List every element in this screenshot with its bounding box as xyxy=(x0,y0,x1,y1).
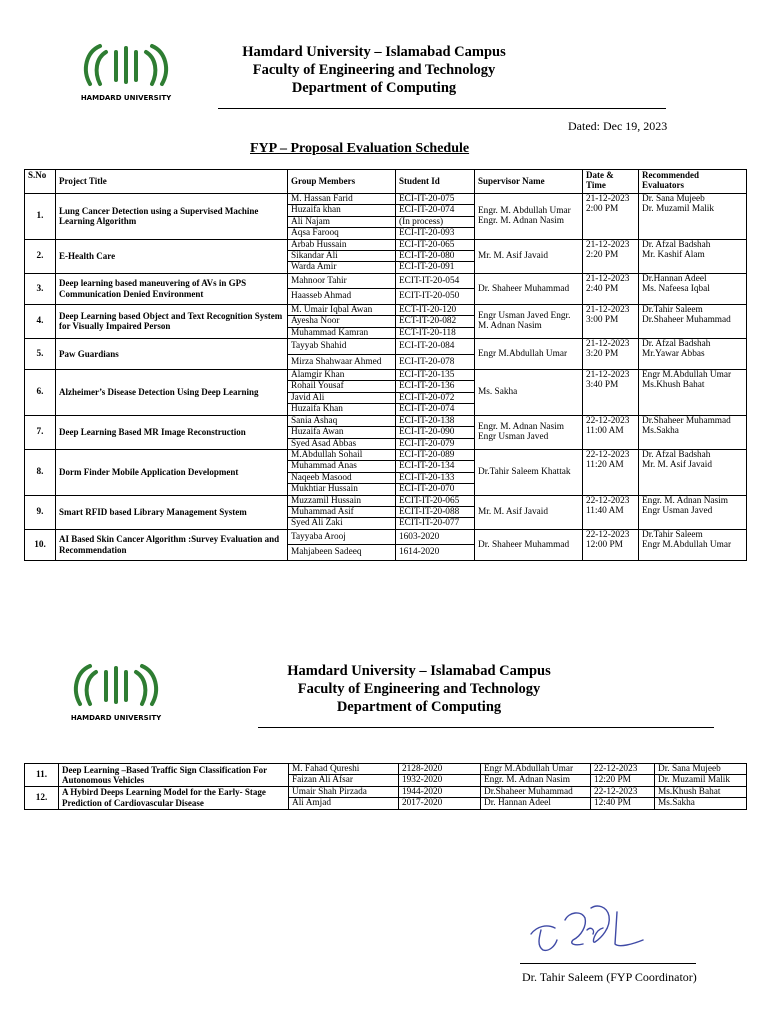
group-member: Ali Amjad xyxy=(289,798,399,809)
page-title: FYP – Proposal Evaluation Schedule xyxy=(250,141,470,156)
student-id: ECI-IT-20-138 xyxy=(396,415,475,426)
eval-time: 3:40 PM xyxy=(586,380,619,391)
date-time xyxy=(583,194,639,240)
project-title: Deep Learning based Object and Text Recognition System for Visually Impaired Person xyxy=(56,304,288,338)
evaluator-name: Engr Usman Javed xyxy=(642,505,713,516)
evaluator-name: Dr.Tahir Saleem xyxy=(642,304,703,315)
group-member: Alamgir Khan xyxy=(288,370,396,381)
serial-number: 1. xyxy=(25,194,56,240)
group-member: Mirza Shahwaar Ahmed xyxy=(288,354,396,370)
department-name: Department of Computing xyxy=(336,699,502,715)
recommended-evaluators xyxy=(639,449,747,495)
eval-date: 22-12-2023 xyxy=(586,529,630,540)
eval-date: 22-12-2023 xyxy=(591,764,655,775)
evaluator-name: Mr.Yawar Abbas xyxy=(642,349,705,360)
group-member: Aqsa Farooq xyxy=(288,228,396,239)
header-block xyxy=(200,43,548,97)
serial-number: 12. xyxy=(25,786,59,809)
project-title: Dorm Finder Mobile Application Development xyxy=(56,449,288,495)
date-time xyxy=(583,304,639,338)
group-member: Umair Shah Pirzada xyxy=(289,786,399,797)
col-header: S.No xyxy=(25,170,56,194)
group-member: Haasseb Ahmad xyxy=(288,289,396,305)
table-row xyxy=(25,449,747,460)
eval-date: 21-12-2023 xyxy=(586,370,630,381)
date-time xyxy=(583,370,639,416)
date-time xyxy=(583,415,639,449)
date-time xyxy=(583,495,639,529)
supervisor-name: Engr. M. Adnan Nasim Engr Usman Javed xyxy=(475,415,583,449)
eval-time: 11:00 AM xyxy=(586,426,624,437)
student-id: 1614-2020 xyxy=(396,545,475,561)
recommended-evaluators xyxy=(639,339,747,370)
supervisor-name: Dr.Shaheer Muhammad xyxy=(481,786,591,797)
evaluator-name: Engr M.Abdullah Umar xyxy=(642,370,732,381)
serial-number: 3. xyxy=(25,273,56,304)
student-id: ECI-IT-20-070 xyxy=(396,484,475,495)
eval-time: 11:40 AM xyxy=(586,505,624,516)
group-member: Muhammad Kamran xyxy=(288,327,396,338)
student-id: ECI-IT-20-135 xyxy=(396,370,475,381)
project-title: Paw Guardians xyxy=(56,339,288,370)
university-name: Hamdard University – Islamabad Campus xyxy=(287,663,551,679)
supervisor-name: Engr. M. Abdullah Umar Engr. M. Adnan Nasim xyxy=(475,194,583,240)
group-member: Mahjabeen Sadeeq xyxy=(288,545,396,561)
evaluator-name: Dr. Muzamil Malik xyxy=(642,204,715,215)
eval-date: 22-12-2023 xyxy=(586,449,630,460)
evaluator-name: Ms.Khush Bahat xyxy=(642,380,705,391)
table-row xyxy=(25,786,747,797)
date-time xyxy=(583,273,639,304)
project-title: Deep Learning Based MR Image Reconstruction xyxy=(56,415,288,449)
group-member: Faizan Ali Afsar xyxy=(289,775,399,786)
student-id: ECI-IT-20-090 xyxy=(396,427,475,438)
supervisor-name: Engr M.Abdullah Umar xyxy=(475,339,583,370)
col-header: Student Id xyxy=(396,170,475,194)
table-row xyxy=(25,304,747,315)
group-member: Huzaifa khan xyxy=(288,205,396,216)
eval-date: 21-12-2023 xyxy=(586,194,630,204)
evaluator-name: Engr. M. Adnan Nasim xyxy=(642,495,728,506)
eval-time: 3:20 PM xyxy=(586,349,619,360)
evaluator-name: Dr. Afzal Badshah xyxy=(642,449,711,460)
project-title: Deep learning based maneuvering of AVs in GPS Communication Denied Environment xyxy=(56,273,288,304)
recommended-evaluators xyxy=(639,304,747,338)
col-header: Project Title xyxy=(56,170,288,194)
faculty-name: Faculty of Engineering and Technology xyxy=(252,62,496,78)
evaluator-name: Dr. Afzal Badshah xyxy=(642,239,711,250)
student-id: (In process) xyxy=(396,216,475,227)
student-id: ECI-IT-20-065 xyxy=(396,239,475,250)
group-member: Ali Najam xyxy=(288,216,396,227)
group-member: Tayyab Shahid xyxy=(288,339,396,355)
group-member: Huzaifa Khan xyxy=(288,404,396,415)
eval-time: 2:00 PM xyxy=(586,204,619,215)
serial-number: 7. xyxy=(25,415,56,449)
group-member: Muhammad Asif xyxy=(288,506,396,517)
group-member: Muhammad Anas xyxy=(288,461,396,472)
eval-time: 12:20 PM xyxy=(591,775,655,786)
student-id: ECI-IT-20-093 xyxy=(396,228,475,239)
serial-number: 8. xyxy=(25,449,56,495)
serial-number: 10. xyxy=(25,529,56,560)
evaluator-name: Dr. Muzamil Malik xyxy=(655,775,747,786)
group-member: Syed Asad Abbas xyxy=(288,438,396,449)
supervisor-name: Dr. Shaheer Muhammad xyxy=(475,273,583,304)
date-time xyxy=(583,339,639,370)
student-id: 1944-2020 xyxy=(399,786,481,797)
student-id: ECT-IT-20-120 xyxy=(396,304,475,315)
serial-number: 9. xyxy=(25,495,56,529)
student-id: ECIT-IT-20-077 xyxy=(396,518,475,529)
group-member: Arbab Hussain xyxy=(288,239,396,250)
project-title: Smart RFID based Library Management System xyxy=(56,495,288,529)
evaluator-name: Dr. Sana Mujeeb xyxy=(655,764,747,775)
eval-time: 3:00 PM xyxy=(586,315,619,326)
group-member: M. Hassan Farid xyxy=(288,194,396,205)
supervisor-name: Dr.Tahir Saleem Khattak xyxy=(475,449,583,495)
header-rule xyxy=(218,108,666,109)
col-header: Date & Time xyxy=(583,170,639,194)
student-id: ECIT-IT-20-065 xyxy=(396,495,475,506)
evaluator-name: Dr.Shaheer Muhammad xyxy=(642,315,731,326)
student-id: ECI-IT-20-091 xyxy=(396,262,475,273)
recommended-evaluators xyxy=(639,415,747,449)
eval-time: 12:40 PM xyxy=(591,798,655,809)
group-member: Sania Ashaq xyxy=(288,415,396,426)
group-member: Mahnoor Tahir xyxy=(288,273,396,289)
university-logo xyxy=(68,660,164,726)
eval-time: 2:40 PM xyxy=(586,284,619,295)
supervisor-name: Ms. Sakha xyxy=(475,370,583,416)
serial-number: 4. xyxy=(25,304,56,338)
eval-date: 22-12-2023 xyxy=(586,495,630,506)
project-title: Lung Cancer Detection using a Supervised Machine Learning Algorithm xyxy=(56,194,288,240)
recommended-evaluators xyxy=(639,194,747,240)
student-id: ECT-IT-20-082 xyxy=(396,316,475,327)
table-row xyxy=(25,529,747,545)
student-id: ECI-IT-20-084 xyxy=(396,339,475,355)
table-row xyxy=(25,239,747,250)
group-member: Javid Ali xyxy=(288,392,396,403)
project-title: AI Based Skin Cancer Algorithm :Survey Evaluation and Recommendation xyxy=(56,529,288,560)
evaluator-name: Dr.Tahir Saleem xyxy=(642,529,703,540)
group-member: Rohail Yousaf xyxy=(288,381,396,392)
eval-time: 12:00 PM xyxy=(586,540,623,551)
date-time xyxy=(583,529,639,560)
evaluator-name: Dr. Afzal Badshah xyxy=(642,339,711,350)
eval-time: 2:20 PM xyxy=(586,250,619,261)
header-block xyxy=(245,662,593,716)
recommended-evaluators xyxy=(639,529,747,560)
evaluator-name: Mr. M. Asif Javaid xyxy=(642,460,712,471)
student-id: ECIT-IT-20-088 xyxy=(396,506,475,517)
student-id: ECI-IT-20-136 xyxy=(396,381,475,392)
group-member: Tayyaba Arooj xyxy=(288,529,396,545)
supervisor-name: Dr. Shaheer Muhammad xyxy=(475,529,583,560)
col-header: Recommended Evaluators xyxy=(639,170,747,194)
evaluator-name: Ms.Sakha xyxy=(655,798,747,809)
evaluator-name: Dr. Sana Mujeeb xyxy=(642,194,705,204)
student-id: ECI-IT-20-072 xyxy=(396,392,475,403)
recommended-evaluators xyxy=(639,273,747,304)
date-time xyxy=(583,449,639,495)
department-name: Department of Computing xyxy=(291,80,457,96)
eval-date: 22-12-2023 xyxy=(586,415,630,426)
schedule-table-continued xyxy=(24,763,747,810)
serial-number: 11. xyxy=(25,764,59,787)
supervisor-name: Engr. M. Adnan Nasim xyxy=(481,775,591,786)
student-id: 2017-2020 xyxy=(399,798,481,809)
project-title: Deep Learning –Based Traffic Sign Classification For Autonomous Vehicles xyxy=(59,764,289,787)
group-member: Syed Ali Zaki xyxy=(288,518,396,529)
supervisor-name: Engr Usman Javed Engr. M. Adnan Nasim xyxy=(475,304,583,338)
eval-date: 21-12-2023 xyxy=(586,239,630,250)
signature-image xyxy=(525,900,655,962)
group-member: Sikandar Ali xyxy=(288,251,396,262)
supervisor-name: Mr. M. Asif Javaid xyxy=(475,495,583,529)
date-time xyxy=(583,239,639,273)
table-row xyxy=(25,370,747,381)
student-id: ECI-IT-20-080 xyxy=(396,251,475,262)
student-id: 2128-2020 xyxy=(399,764,481,775)
student-id: 1603-2020 xyxy=(396,529,475,545)
group-member: Mukhtiar Hussain xyxy=(288,484,396,495)
student-id: ECT-IT-20-118 xyxy=(396,327,475,338)
recommended-evaluators xyxy=(639,239,747,273)
student-id: ECI-IT-20-078 xyxy=(396,354,475,370)
table-row xyxy=(25,764,747,775)
faculty-name: Faculty of Engineering and Technology xyxy=(297,681,541,697)
group-member: Naqeeb Masood xyxy=(288,472,396,483)
serial-number: 2. xyxy=(25,239,56,273)
eval-date: 21-12-2023 xyxy=(586,339,630,350)
eval-date: 21-12-2023 xyxy=(586,304,630,315)
evaluator-name: Engr M.Abdullah Umar xyxy=(642,540,732,551)
table-row xyxy=(25,415,747,426)
group-member: Ayesha Noor xyxy=(288,316,396,327)
recommended-evaluators xyxy=(639,370,747,416)
university-logo xyxy=(78,40,174,106)
project-title: A Hybird Deeps Learning Model for the Early- Stage Prediction of Cardiovascular Disease xyxy=(59,786,289,809)
project-title: E-Health Care xyxy=(56,239,288,273)
recommended-evaluators xyxy=(639,495,747,529)
group-member: M. Fahad Qureshi xyxy=(289,764,399,775)
group-member: M. Umair Iqbal Awan xyxy=(288,304,396,315)
university-name: Hamdard University – Islamabad Campus xyxy=(242,44,506,60)
table-header-row xyxy=(25,170,747,194)
signature-line xyxy=(520,963,696,964)
student-id: ECI-IT-20-079 xyxy=(396,438,475,449)
student-id: ECI-IT-20-133 xyxy=(396,472,475,483)
serial-number: 6. xyxy=(25,370,56,416)
supervisor-name: Engr M.Abdullah Umar xyxy=(481,764,591,775)
student-id: 1932-2020 xyxy=(399,775,481,786)
header-rule xyxy=(258,727,714,728)
dated-text: Dated: Dec 19, 2023 xyxy=(568,119,668,133)
group-member: Huzaifa Awan xyxy=(288,427,396,438)
student-id: ECIT-IT-20-054 xyxy=(396,273,475,289)
evaluator-name: Dr.Shaheer Muhammad xyxy=(642,415,731,426)
table-row xyxy=(25,273,747,289)
table-row xyxy=(25,339,747,355)
col-header: Supervisor Name xyxy=(475,170,583,194)
evaluator-name: Dr.Hannan Adeel xyxy=(642,273,707,284)
evaluator-name: Mr. Kashif Alam xyxy=(642,250,705,261)
evaluator-name: Ms.Khush Bahat xyxy=(655,786,747,797)
group-member: Muzzamil Hussain xyxy=(288,495,396,506)
serial-number: 5. xyxy=(25,339,56,370)
eval-date: 21-12-2023 xyxy=(586,273,630,284)
student-id: ECI-IT-20-075 xyxy=(396,194,475,205)
project-title: Alzheimer’s Disease Detection Using Deep Learning xyxy=(56,370,288,416)
supervisor-name: Mr. M. Asif Javaid xyxy=(475,239,583,273)
student-id: ECIT-IT-20-050 xyxy=(396,289,475,305)
supervisor-name: Dr. Hannan Adeel xyxy=(481,798,591,809)
student-id: ECI-IT-20-074 xyxy=(396,404,475,415)
table-row xyxy=(25,495,747,506)
evaluator-name: Ms. Nafeesa Iqbal xyxy=(642,284,710,295)
student-id: ECI-IT-20-134 xyxy=(396,461,475,472)
eval-date: 22-12-2023 xyxy=(591,786,655,797)
logo-text: HAMDARD UNIVERSITY xyxy=(80,94,172,102)
col-header: Group Members xyxy=(288,170,396,194)
evaluator-name: Ms.Sakha xyxy=(642,426,679,437)
table-row xyxy=(25,194,747,205)
schedule-table xyxy=(24,169,747,561)
group-member: M.Abdullah Sohail xyxy=(288,449,396,460)
eval-time: 11:20 AM xyxy=(586,460,624,471)
signature-name: Dr. Tahir Saleem (FYP Coordinator) xyxy=(522,970,697,984)
group-member: Warda Amir xyxy=(288,262,396,273)
student-id: ECI-IT-20-089 xyxy=(396,449,475,460)
logo-text: HAMDARD UNIVERSITY xyxy=(70,714,162,722)
student-id: ECI-IT-20-074 xyxy=(396,205,475,216)
